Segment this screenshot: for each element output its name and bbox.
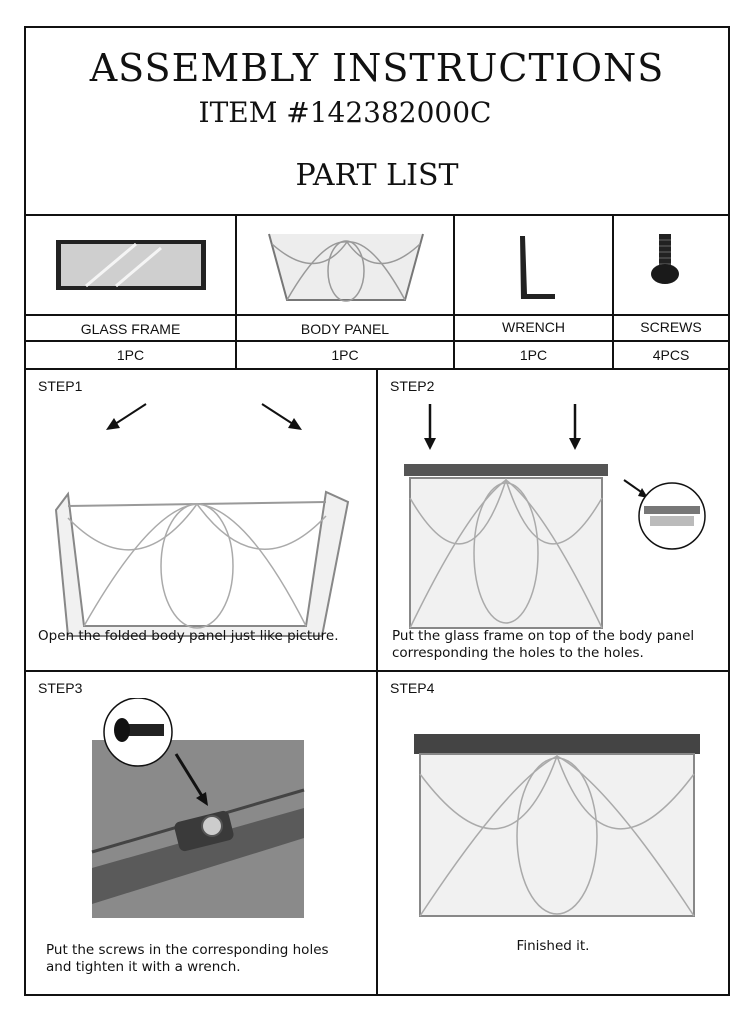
wrench-cell — [455, 214, 614, 314]
step2-panel — [378, 370, 728, 672]
step3-illustration — [26, 698, 376, 928]
wrench-icon — [455, 214, 614, 314]
step4-caption: Finished it. — [516, 938, 590, 954]
body-panel-icon — [237, 214, 455, 314]
parts-name-row — [26, 316, 728, 342]
step1-panel — [26, 370, 378, 672]
part-name: GLASS FRAME — [80, 321, 181, 337]
step3-caption: Put the screws in the corresponding holes and tighten it with a wrench. — [46, 942, 329, 975]
header — [26, 28, 728, 216]
part-qty: 1PC — [116, 347, 145, 363]
step1-caption: Open the folded body panel just like picture. — [38, 628, 339, 644]
step4-panel — [378, 672, 728, 994]
step-label: STEP3 — [38, 680, 83, 696]
steps-grid — [26, 370, 728, 994]
step-label: STEP1 — [38, 378, 83, 394]
step4-illustration — [378, 712, 728, 932]
glass-frame-icon — [26, 214, 237, 314]
step3-panel — [26, 672, 378, 994]
part-qty: 1PC — [331, 347, 359, 363]
parts-image-row — [26, 214, 728, 316]
parts-qty-row — [26, 342, 728, 370]
step-label: STEP2 — [390, 378, 435, 394]
screws-cell — [614, 214, 728, 314]
step1-illustration — [26, 398, 376, 648]
step-label: STEP4 — [390, 680, 435, 696]
part-list-heading: PART LIST — [295, 158, 459, 193]
part-qty: 4PCS — [652, 347, 690, 363]
screw-icon — [614, 214, 728, 314]
part-name: BODY PANEL — [300, 321, 390, 337]
glass-frame-cell — [26, 214, 237, 314]
step2-illustration — [378, 398, 728, 638]
part-qty: 1PC — [519, 347, 548, 363]
item-number: ITEM #142382000C — [198, 96, 492, 129]
page-title: ASSEMBLY INSTRUCTIONS — [89, 46, 665, 90]
body-panel-cell — [237, 214, 455, 314]
parts-table — [26, 214, 728, 370]
step2-caption: Put the glass frame on top of the body panel corresponding the holes to the holes. — [392, 628, 695, 661]
assembly-sheet — [24, 26, 730, 996]
part-name: WRENCH — [502, 319, 565, 335]
part-name: SCREWS — [640, 319, 702, 335]
